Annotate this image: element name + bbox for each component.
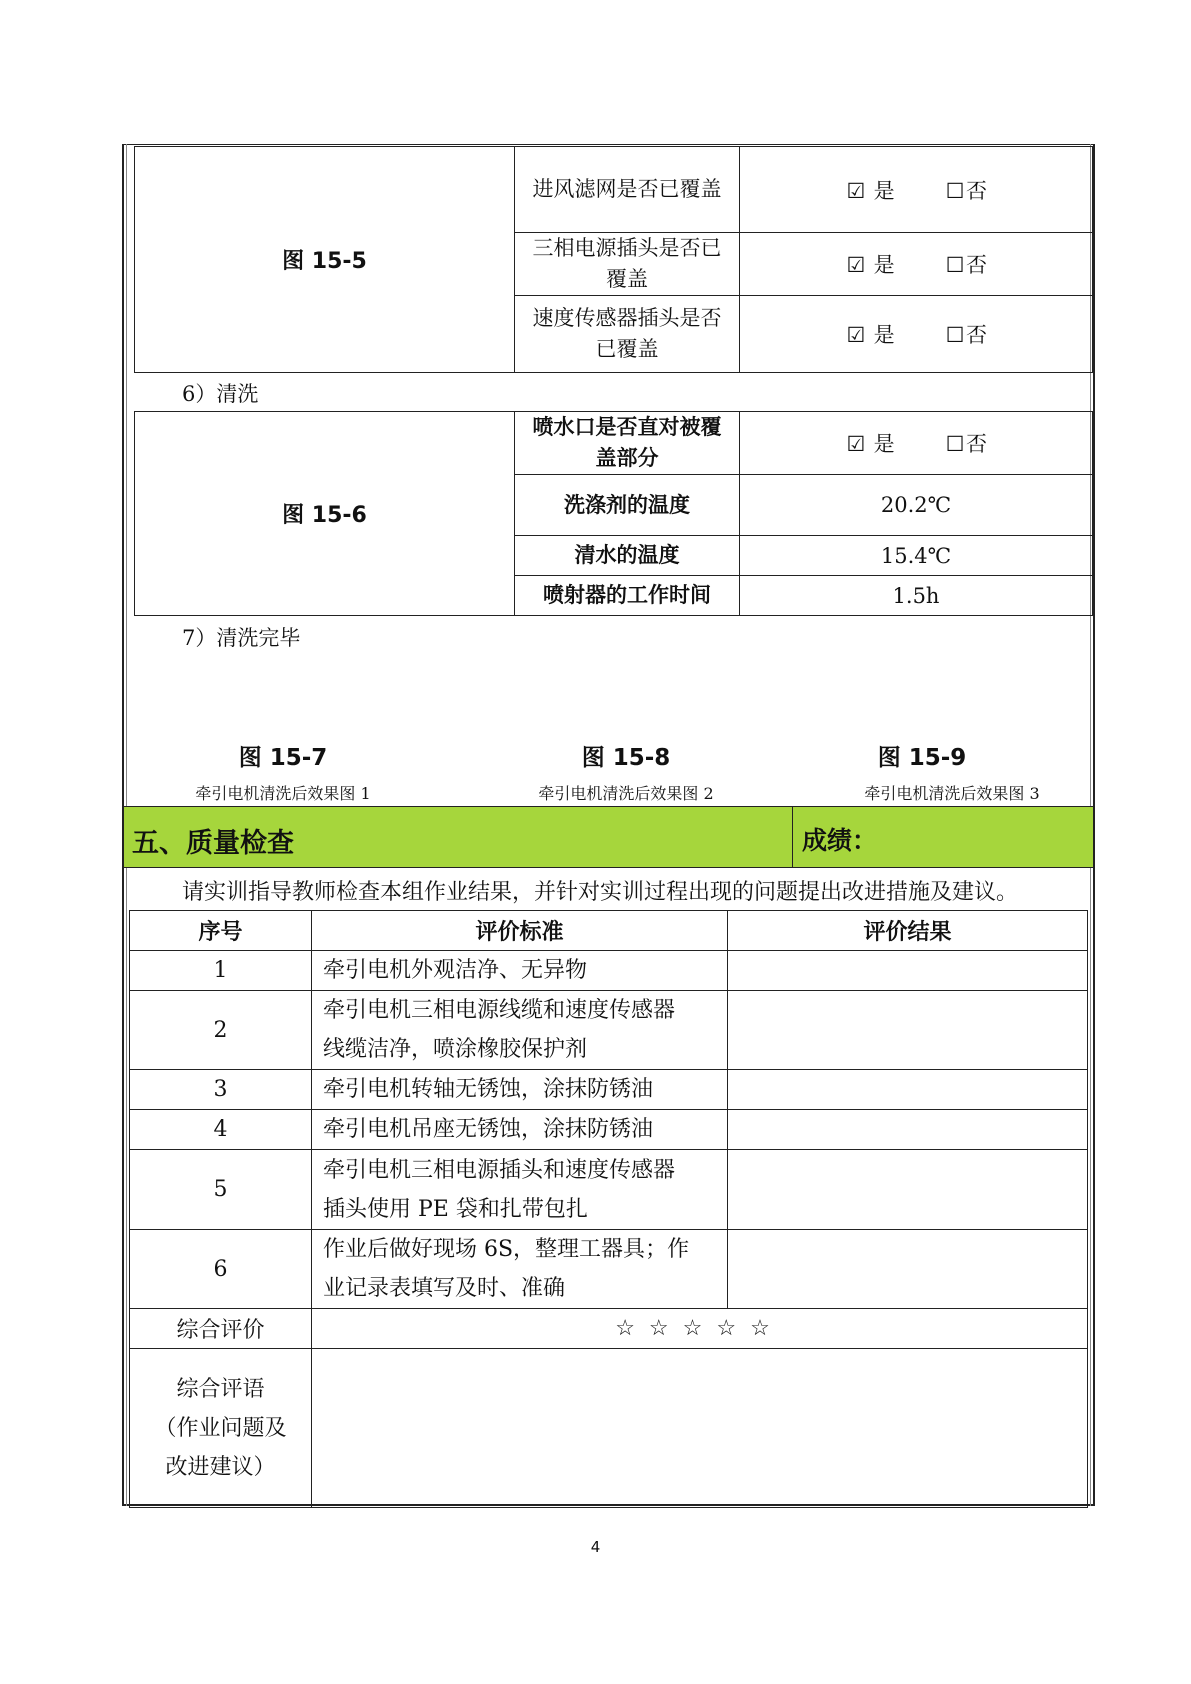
row-number: 4 xyxy=(130,1110,312,1150)
measure-item: 洗涤剂的温度 xyxy=(515,475,740,536)
no-label: 否 xyxy=(966,432,988,456)
yes-label: 是 xyxy=(873,432,895,456)
table-row xyxy=(130,1150,1088,1230)
criteria-cell xyxy=(312,1070,728,1110)
no-label: 否 xyxy=(966,178,988,203)
measure-value: 20.2℃ xyxy=(740,475,1093,536)
unchecked-box-icon[interactable]: ☐ xyxy=(945,432,965,456)
figure-15-8-label: 图 15-8 xyxy=(581,745,671,771)
unchecked-box-icon[interactable]: ☐ xyxy=(945,253,965,277)
result-cell[interactable] xyxy=(728,1150,1088,1230)
star-rating[interactable]: ☆☆☆☆☆ xyxy=(312,1309,1088,1349)
figure-15-5-label: 图 15-5 xyxy=(135,147,515,373)
banner-divider xyxy=(792,807,793,867)
yes-label: 是 xyxy=(873,323,895,347)
header-result: 评价结果 xyxy=(728,911,1088,951)
criteria-line: 牵引电机三相电源线缆和速度传感器 xyxy=(323,998,676,1023)
overall-rating-row xyxy=(130,1309,1088,1349)
step-7-label: 7）清洗完毕 xyxy=(182,626,301,650)
check-item: 速度传感器插头是否已覆盖 xyxy=(515,296,740,373)
figure-15-7-label: 图 15-7 xyxy=(238,745,328,771)
comment-label xyxy=(130,1349,312,1508)
coverage-check-table xyxy=(134,146,1093,373)
figure-15-6-label: 图 15-6 xyxy=(135,412,515,616)
section-title: 五、质量检查 xyxy=(132,828,294,859)
header-number: 序号 xyxy=(130,911,312,951)
no-label: 否 xyxy=(966,323,988,347)
comment-label-line: （作业问题及 xyxy=(154,1415,287,1441)
comment-label-line: 改进建议） xyxy=(165,1454,276,1480)
figure-15-8-caption: 牵引电机清洗后效果图 2 xyxy=(538,784,714,803)
row-number: 2 xyxy=(130,991,312,1070)
unchecked-box-icon[interactable]: ☐ xyxy=(945,178,965,203)
comment-row xyxy=(130,1349,1088,1508)
result-cell[interactable] xyxy=(728,991,1088,1070)
comment-label-line: 综合评语 xyxy=(176,1376,265,1402)
criteria-line: 牵引电机三相电源插头和速度传感器 xyxy=(323,1157,676,1183)
measure-item: 喷射器的工作时间 xyxy=(515,576,740,616)
checked-box-icon[interactable]: ☑ xyxy=(846,253,866,277)
figure-15-9-caption: 牵引电机清洗后效果图 3 xyxy=(864,784,1040,803)
measure-value: 1.5h xyxy=(740,576,1093,616)
table-row xyxy=(130,1070,1088,1110)
criteria-line: 牵引电机外观洁净、无异物 xyxy=(323,958,588,983)
score-label: 成绩： xyxy=(802,826,878,855)
criteria-line: 牵引电机转轴无锈蚀，涂抹防锈油 xyxy=(323,1077,654,1102)
row-number: 1 xyxy=(130,951,312,991)
figure-15-9-label: 图 15-9 xyxy=(877,745,967,771)
yes-no-choice xyxy=(740,412,1093,475)
no-label: 否 xyxy=(966,253,988,277)
checked-box-icon[interactable]: ☑ xyxy=(846,323,866,347)
figure-15-7-caption: 牵引电机清洗后效果图 1 xyxy=(195,784,371,803)
criteria-line: 线缆洁净，喷涂橡胶保护剂 xyxy=(323,1037,588,1062)
step-6-label: 6）清洗 xyxy=(182,382,259,406)
check-item: 三相电源插头是否已覆盖 xyxy=(515,233,740,296)
criteria-cell xyxy=(312,1230,728,1309)
criteria-line: 作业后做好现场 6S，整理工器具；作 xyxy=(323,1237,690,1262)
row-number: 5 xyxy=(130,1150,312,1230)
criteria-line: 插头使用 PE 袋和扎带包扎 xyxy=(323,1196,588,1222)
criteria-cell xyxy=(312,951,728,991)
result-cell[interactable] xyxy=(728,951,1088,991)
criteria-line: 牵引电机吊座无锈蚀，涂抹防锈油 xyxy=(323,1117,654,1142)
yes-no-choice xyxy=(740,296,1093,373)
criteria-line: 业记录表填写及时、准确 xyxy=(323,1276,566,1301)
table-row xyxy=(130,1230,1088,1309)
row-number: 3 xyxy=(130,1070,312,1110)
comment-field[interactable] xyxy=(312,1349,1088,1508)
yes-no-choice xyxy=(740,233,1093,296)
row-number: 6 xyxy=(130,1230,312,1309)
instruction-text: 请实训指导教师检查本组作业结果，并针对实训过程出现的问题提出改进措施及建议。 xyxy=(182,880,1019,905)
header-criteria: 评价标准 xyxy=(312,911,728,951)
result-cell[interactable] xyxy=(728,1070,1088,1110)
result-cell[interactable] xyxy=(728,1230,1088,1309)
evaluation-table xyxy=(129,910,1088,1508)
yes-label: 是 xyxy=(873,178,895,203)
table-row xyxy=(130,951,1088,991)
criteria-cell xyxy=(312,991,728,1070)
measure-value: 15.4℃ xyxy=(740,536,1093,576)
table-row xyxy=(130,991,1088,1070)
checked-box-icon[interactable]: ☑ xyxy=(846,432,866,456)
quality-check-banner xyxy=(124,806,1093,868)
measure-item: 清水的温度 xyxy=(515,536,740,576)
result-cell[interactable] xyxy=(728,1110,1088,1150)
unchecked-box-icon[interactable]: ☐ xyxy=(945,323,965,347)
yes-no-choice xyxy=(740,147,1093,233)
page-number: 4 xyxy=(590,1538,601,1556)
washing-table xyxy=(134,411,1093,616)
overall-rating-label: 综合评价 xyxy=(130,1309,312,1349)
criteria-cell xyxy=(312,1150,728,1230)
check-item: 进风滤网是否已覆盖 xyxy=(515,147,740,233)
nozzle-check-item: 喷水口是否直对被覆盖部分 xyxy=(515,412,740,475)
table-row xyxy=(130,1110,1088,1150)
checked-box-icon[interactable]: ☑ xyxy=(846,178,866,203)
yes-label: 是 xyxy=(873,253,895,277)
criteria-cell xyxy=(312,1110,728,1150)
